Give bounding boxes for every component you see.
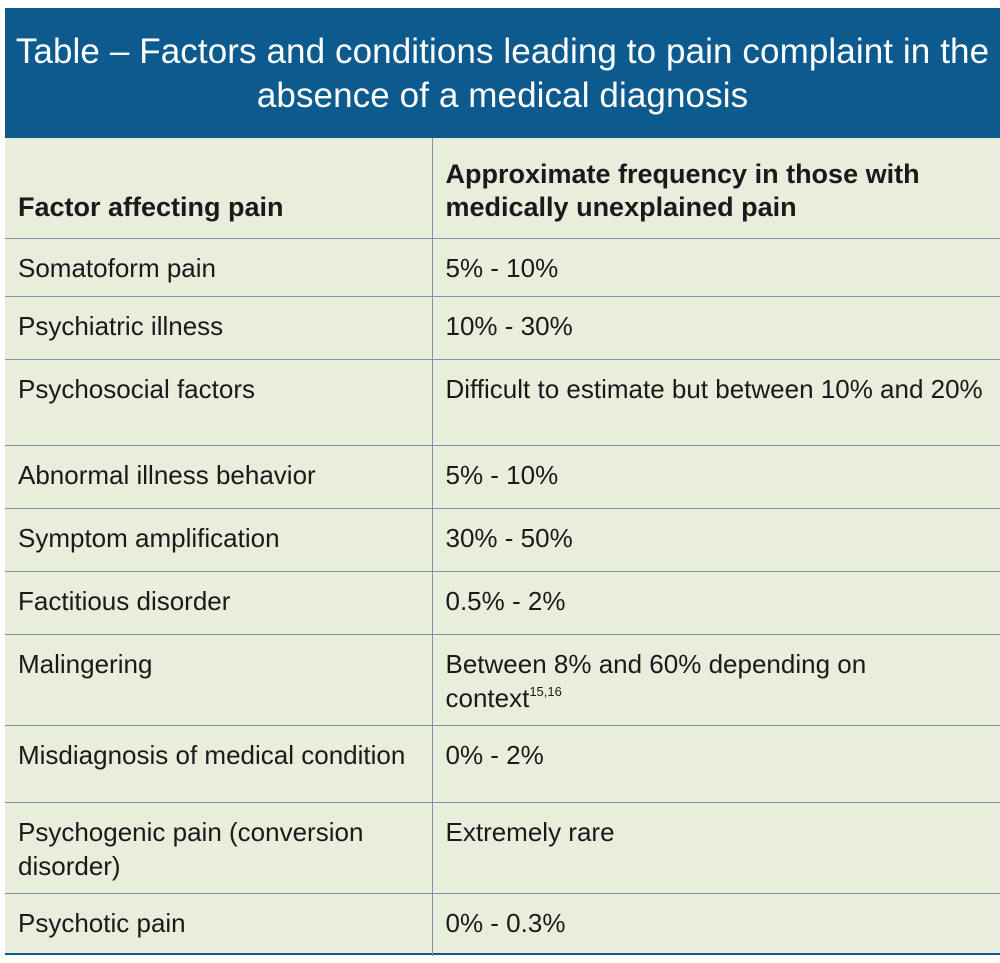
frequency-cell: 5% - 10% (432, 445, 1000, 508)
column-header-factor: Factor affecting pain (18, 191, 284, 222)
factor-cell: Psychotic pain (5, 893, 432, 956)
table-row (5, 238, 1000, 296)
table-title (5, 8, 1000, 138)
title-label: Table (15, 32, 100, 71)
table-row (5, 296, 1000, 359)
table-row (5, 508, 1000, 571)
factor-cell: Symptom amplification (5, 508, 432, 571)
frequency-cell: 0.5% - 2% (432, 571, 1000, 634)
table-row (5, 893, 1000, 956)
title-text: Factors and conditions leading to pain complaint in the absence of a medical diagnosis (139, 32, 990, 115)
header-row (5, 138, 1000, 238)
table-row (5, 725, 1000, 802)
table-figure (5, 8, 1000, 955)
table-row (5, 571, 1000, 634)
factor-cell: Abnormal illness behavior (5, 445, 432, 508)
factor-cell: Psychiatric illness (5, 296, 432, 359)
frequency-cell: 0% - 0.3% (432, 893, 1000, 956)
data-table (5, 138, 1000, 956)
factor-cell: Factitious disorder (5, 571, 432, 634)
factor-cell: Psychogenic pain (conversion disorder) (5, 802, 432, 893)
frequency-cell: Extremely rare (432, 802, 1000, 893)
table-row (5, 445, 1000, 508)
frequency-cell (432, 634, 1000, 725)
title-dash: – (109, 32, 130, 71)
table-row (5, 802, 1000, 893)
frequency-cell: Difficult to estimate but between 10% and 20% (432, 359, 1000, 445)
frequency-cell: 30% - 50% (432, 508, 1000, 571)
citation-superscript: 15,16 (529, 683, 562, 699)
frequency-cell: 10% - 30% (432, 296, 1000, 359)
table-row (5, 359, 1000, 445)
frequency-text: Between 8% and 60% depending on context (445, 648, 867, 713)
column-header-frequency: Approximate frequency in those with medically unexplained pain (432, 138, 1000, 238)
frequency-cell: 0% - 2% (432, 725, 1000, 802)
table-row (5, 634, 1000, 725)
frequency-cell: 5% - 10% (432, 238, 1000, 296)
factor-cell: Malingering (5, 634, 432, 725)
factor-cell: Misdiagnosis of medical condition (5, 725, 432, 802)
factor-cell: Somatoform pain (5, 238, 432, 296)
factor-cell: Psychosocial factors (5, 359, 432, 445)
